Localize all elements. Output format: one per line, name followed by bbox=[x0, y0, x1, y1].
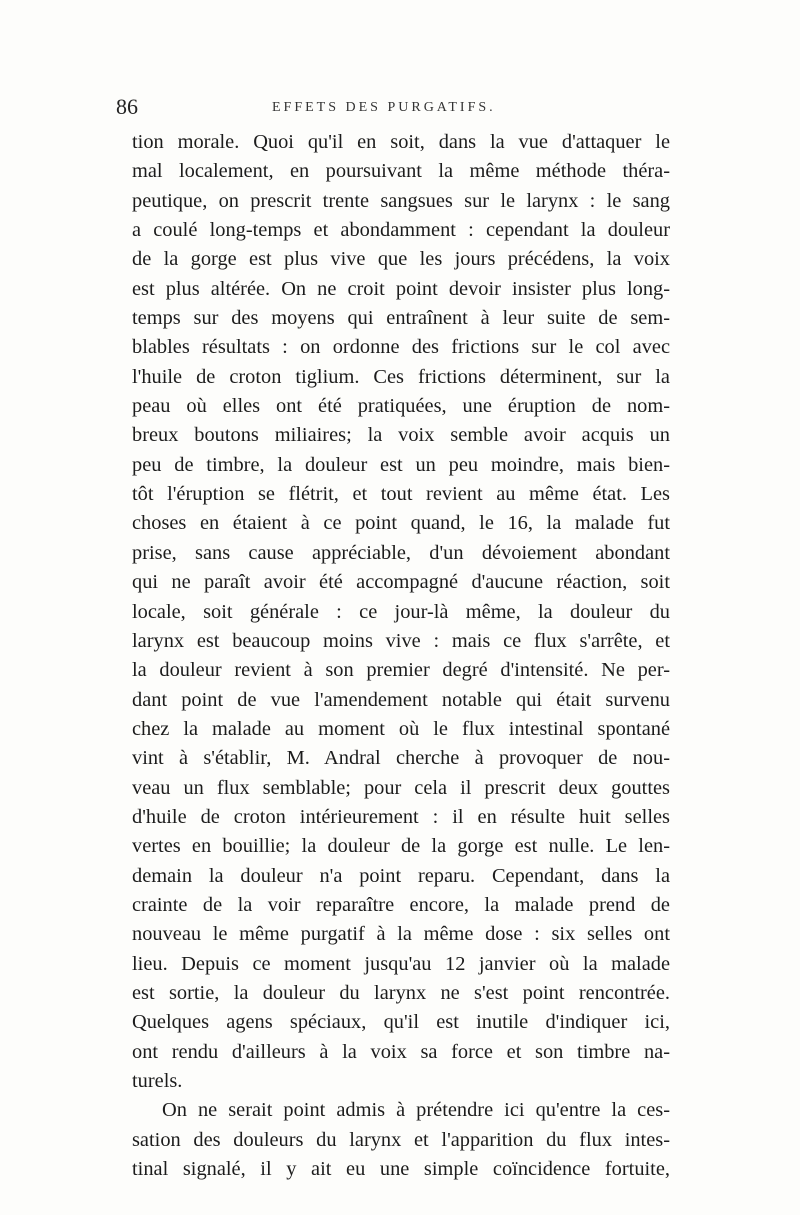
text-line: vint à s'établir, M. Andral cherche à provoquer de nou- bbox=[132, 747, 670, 770]
text-line: tion morale. Quoi qu'il en soit, dans la vue d'attaquer le bbox=[132, 131, 670, 153]
text-line: a coulé long-temps et abondamment : cependant la douleur bbox=[132, 219, 670, 242]
running-head bbox=[0, 94, 800, 120]
text-line: est sortie, la douleur du larynx ne s'est point rencontrée. bbox=[132, 981, 670, 1004]
text-line: On ne serait point admis à prétendre ici qu'entre la ces- bbox=[162, 1099, 670, 1122]
text-line: prise, sans cause appréciable, d'un dévoiement abondant bbox=[132, 541, 670, 564]
text-line: nouveau le même purgatif à la même dose : six selles ont bbox=[132, 923, 670, 946]
text-line: peutique, on prescrit trente sangsues sur le larynx : le sang bbox=[132, 189, 670, 212]
text-line: breux boutons miliaires; la voix semble avoir acquis un bbox=[132, 424, 670, 447]
text-line: blables résultats : on ordonne des frictions sur le col avec bbox=[132, 336, 670, 359]
text-line: ont rendu d'ailleurs à la voix sa force et son timbre na- bbox=[132, 1040, 670, 1063]
text-line: mal localement, en poursuivant la même méthode théra- bbox=[132, 160, 670, 183]
text-line: peau où elles ont été pratiquées, une éruption de nom- bbox=[132, 395, 670, 418]
text-line: temps sur des moyens qui entraînent à leur suite de sem- bbox=[132, 307, 670, 330]
text-line: sation des douleurs du larynx et l'apparition du flux intes- bbox=[132, 1128, 670, 1151]
text-line: turels. bbox=[132, 1070, 183, 1092]
text-line: demain la douleur n'a point reparu. Cependant, dans la bbox=[132, 864, 670, 887]
text-line: larynx est beaucoup moins vive : mais ce flux s'arrête, et bbox=[132, 629, 670, 652]
text-line: est plus altérée. On ne croit point devoir insister plus long- bbox=[132, 277, 670, 300]
running-title: EFFETS DES PURGATIFS. bbox=[272, 100, 496, 115]
text-line: qui ne paraît avoir été accompagné d'aucune réaction, soit bbox=[132, 571, 670, 594]
page-number: 86 bbox=[116, 94, 138, 119]
text-line: de la gorge est plus vive que les jours précédens, la voix bbox=[132, 248, 670, 271]
paragraph bbox=[132, 1096, 670, 1184]
text-line: tôt l'éruption se flétrit, et tout revient au même état. Les bbox=[132, 483, 670, 506]
body-text bbox=[132, 128, 670, 1184]
text-line: la douleur revient à son premier degré d'intensité. Ne per- bbox=[132, 659, 670, 682]
text-line: crainte de la voir reparaître encore, la malade prend de bbox=[132, 893, 670, 916]
text-line: choses en étaient à ce point quand, le 16, la malade fut bbox=[132, 512, 670, 535]
paragraph bbox=[132, 128, 670, 1096]
text-line: d'huile de croton intérieurement : il en résulte huit selles bbox=[132, 805, 670, 828]
text-line: veau un flux semblable; pour cela il prescrit deux gouttes bbox=[132, 776, 670, 799]
text-line: lieu. Depuis ce moment jusqu'au 12 janvier où la malade bbox=[132, 952, 670, 975]
text-line: l'huile de croton tiglium. Ces frictions déterminent, sur la bbox=[132, 365, 670, 388]
text-line: dant point de vue l'amendement notable qui était survenu bbox=[132, 688, 670, 711]
text-line: peu de timbre, la douleur est un peu moindre, mais bien- bbox=[132, 453, 670, 476]
text-line: vertes en bouillie; la douleur de la gorge est nulle. Le len- bbox=[132, 835, 670, 858]
text-line: tinal signalé, il y ait eu une simple coïncidence fortuite, bbox=[132, 1158, 670, 1181]
text-line: chez la malade au moment où le flux intestinal spontané bbox=[132, 717, 670, 740]
text-line: locale, soit générale : ce jour-là même, la douleur du bbox=[132, 600, 670, 623]
text-line: Quelques agens spéciaux, qu'il est inutile d'indiquer ici, bbox=[132, 1011, 670, 1034]
